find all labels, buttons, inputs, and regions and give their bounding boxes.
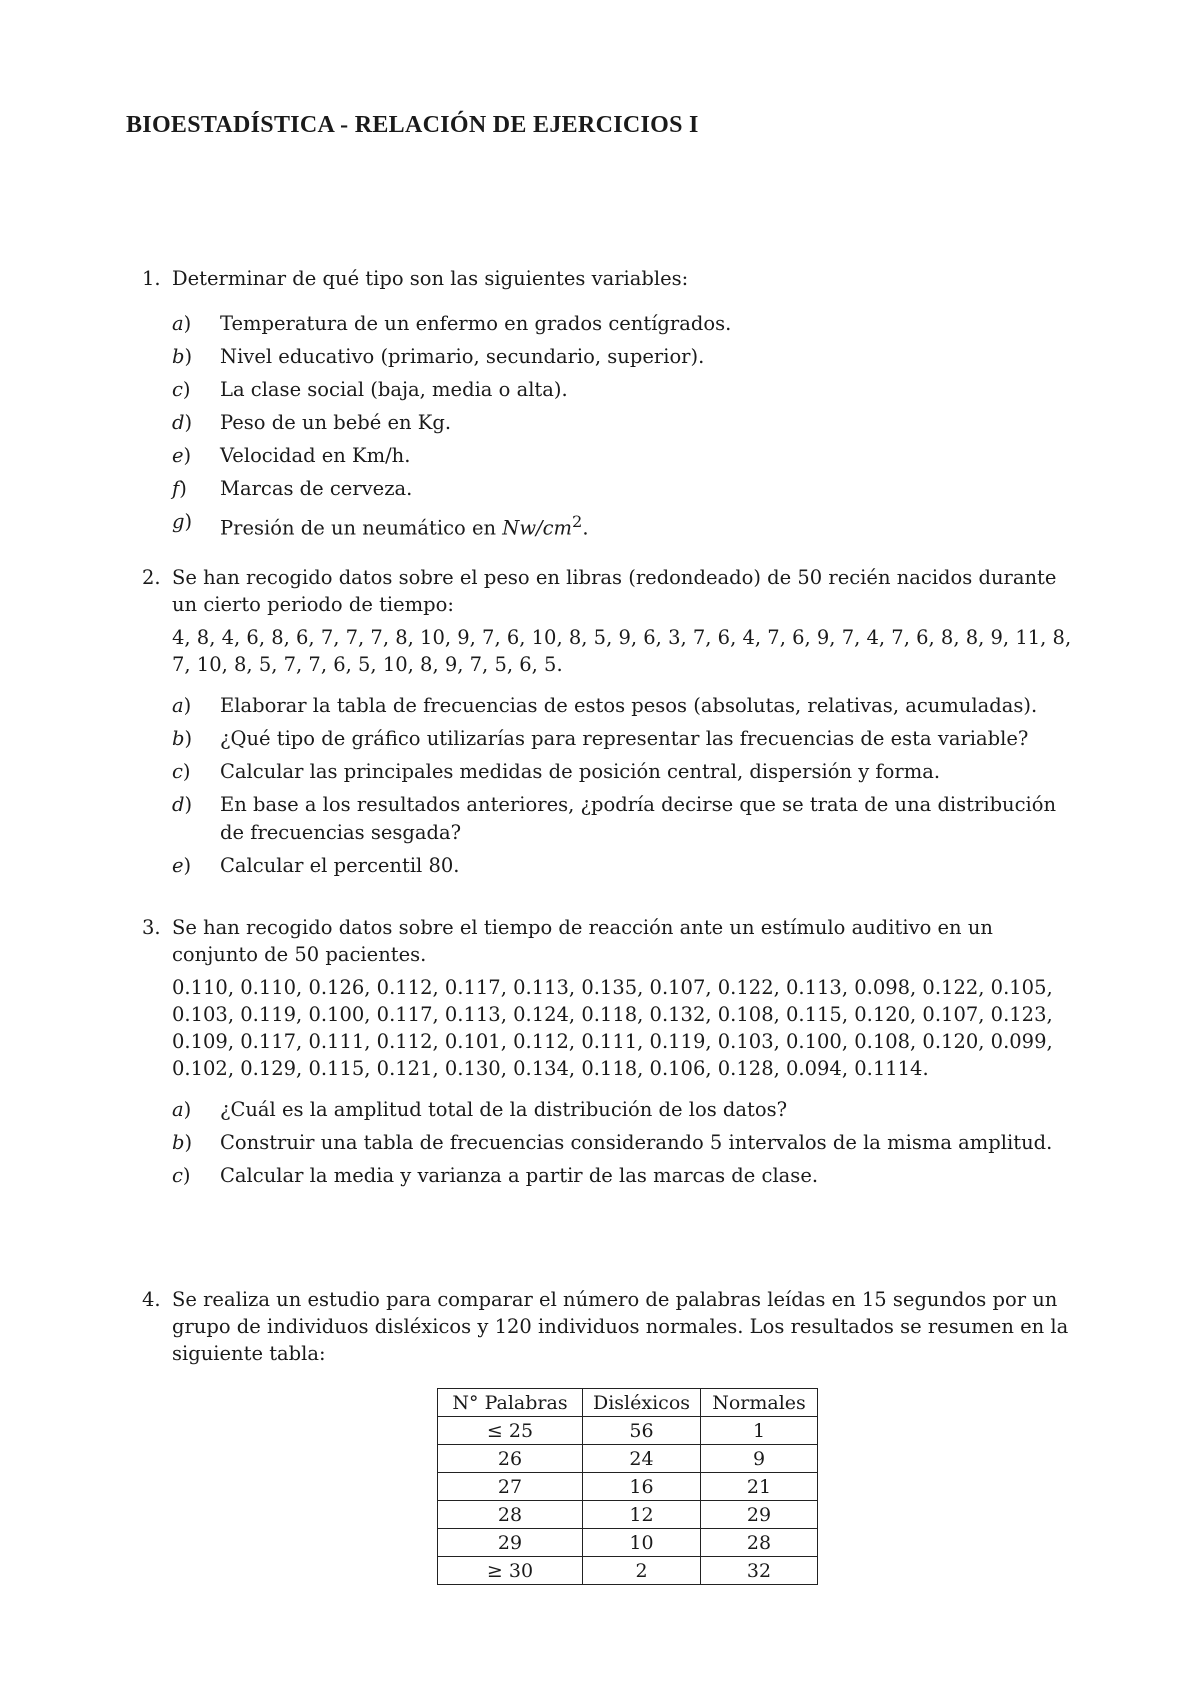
table-cell: 2 <box>583 1557 701 1585</box>
item-letter: a <box>172 1098 184 1121</box>
list-item: a) Temperatura de un enfermo en grados centígrados. <box>172 312 732 335</box>
table-cell: 16 <box>583 1473 701 1501</box>
item-letter: a <box>172 312 184 335</box>
item-text: Calcular las principales medidas de posición central, dispersión y forma. <box>220 760 941 783</box>
item-letter: b <box>172 727 185 750</box>
item-text: ¿Cuál es la amplitud total de la distribución de los datos? <box>220 1098 788 1121</box>
exercise-statement: Se han recogido datos sobre el tiempo de reacción ante un estímulo auditivo en un conjunto de 50 pacientes. <box>172 916 993 966</box>
table-cell: 12 <box>583 1501 701 1529</box>
list-item: a) Elaborar la tabla de frecuencias de estos pesos (absolutas, relativas, acumuladas). <box>172 694 1038 717</box>
table-row <box>438 1445 818 1473</box>
item-letter: c <box>172 1164 183 1187</box>
exercise-number: 4. <box>142 1288 161 1311</box>
exercise-number: 2. <box>142 566 161 589</box>
item-text: Elaborar la tabla de frecuencias de estos pesos (absolutas, relativas, acumuladas). <box>220 694 1038 717</box>
list-item: e) Calcular el percentil 80. <box>172 854 460 877</box>
item-letter: g <box>172 510 185 533</box>
item-letter: f <box>172 477 180 500</box>
table-cell: ≥ 30 <box>438 1557 583 1585</box>
item-letter: b <box>172 1131 185 1154</box>
data-values: 0.110, 0.110, 0.126, 0.112, 0.117, 0.113, 0.135, 0.107, 0.122, 0.113, 0.098, 0.122, 0.105, 0.103, 0.119, 0.100, 0.117, 0.113, 0.124, 0.118, 0.132, 0.108, 0.115, 0.120, 0.107, 0.123, 0.109, 0.117, 0.111, 0.112, 0.101, 0.112, 0.111, 0.119, 0.103, 0.100, 0.108, 0.120, 0.099, 0.102, 0.129, 0.115, 0.121, 0.130, 0.134, 0.118, 0.106, 0.128, 0.094, 0.1114. <box>172 976 1053 1080</box>
list-item: c) Calcular las principales medidas de posición central, dispersión y forma. <box>172 760 941 783</box>
item-text: Temperatura de un enfermo en grados centígrados. <box>220 312 732 335</box>
list-item: c) Calcular la media y varianza a partir de las marcas de clase. <box>172 1164 819 1187</box>
exercise-1 <box>126 265 1076 548</box>
exercise-items <box>172 1096 1076 1190</box>
math-unit: Nw/cm <box>502 516 573 540</box>
item-letter: e <box>172 444 184 467</box>
item-letter: a <box>172 694 184 717</box>
exercise-items <box>172 692 1076 880</box>
table-cell: 29 <box>701 1501 818 1529</box>
exercise-statement: Determinar de qué tipo son las siguientes variables: <box>172 267 689 290</box>
math-exponent: 2 <box>572 512 583 531</box>
table-cell: 26 <box>438 1445 583 1473</box>
exercise-3 <box>126 914 1076 1195</box>
exercise-2 <box>126 564 1076 885</box>
item-text: Nivel educativo (primario, secundario, superior). <box>220 345 705 368</box>
item-text: Velocidad en Km/h. <box>220 444 411 467</box>
table-row <box>438 1557 818 1585</box>
item-letter: d <box>172 793 185 816</box>
item-text: Calcular la media y varianza a partir de las marcas de clase. <box>220 1164 819 1187</box>
table-cell: 1 <box>701 1417 818 1445</box>
table-cell: 29 <box>438 1529 583 1557</box>
item-text: En base a los resultados anteriores, ¿podría decirse que se trata de una distribución de frecuencias sesgada? <box>220 793 1057 844</box>
item-text: Presión de un neumático en <box>220 516 503 540</box>
data-values: 4, 8, 4, 6, 8, 6, 7, 7, 7, 8, 10, 9, 7, 6, 10, 8, 5, 9, 6, 3, 7, 6, 4, 7, 6, 9, 7, 4, 7, 6, 8, 8, 9, 11, 8, 7, 10, 8, 5, 7, 7, 6, 5, 10, 8, 9, 7, 5, 6, 5. <box>172 626 1072 676</box>
exercise-statement: Se han recogido datos sobre el peso en libras (redondeado) de 50 recién nacidos durante un cierto periodo de tiempo: <box>172 566 1057 616</box>
table-row <box>438 1529 818 1557</box>
table-cell: 21 <box>701 1473 818 1501</box>
item-tail: . <box>582 516 589 540</box>
item-text: Peso de un bebé en Kg. <box>220 411 452 434</box>
list-item: d) En base a los resultados anteriores, ¿podría decirse que se trata de una distribución de frecuencias sesgada? <box>172 793 1057 844</box>
list-item: b) ¿Qué tipo de gráfico utilizarías para representar las frecuencias de esta variable? <box>172 727 1029 750</box>
list-item: b) Nivel educativo (primario, secundario, superior). <box>172 345 705 368</box>
list-item: a) ¿Cuál es la amplitud total de la distribución de los datos? <box>172 1098 788 1121</box>
table-cell: 28 <box>438 1501 583 1529</box>
item-letter: b <box>172 345 185 368</box>
column-header: N° Palabras <box>438 1389 583 1417</box>
exercise-number: 1. <box>142 267 161 290</box>
word-count-table <box>437 1388 818 1585</box>
table-cell: 9 <box>701 1445 818 1473</box>
item-text: Marcas de cerveza. <box>220 477 413 500</box>
table-row <box>438 1473 818 1501</box>
item-letter: c <box>172 378 183 401</box>
exercise-items <box>172 310 1076 543</box>
item-text: ¿Qué tipo de gráfico utilizarías para representar las frecuencias de esta variable? <box>220 727 1029 750</box>
column-header: Normales <box>701 1389 818 1417</box>
item-text: La clase social (baja, media o alta). <box>220 378 568 401</box>
table-cell: 28 <box>701 1529 818 1557</box>
item-letter: e <box>172 854 184 877</box>
list-item: f) Marcas de cerveza. <box>172 477 413 500</box>
table-header-row <box>438 1389 818 1417</box>
exercise-statement: Se realiza un estudio para comparar el número de palabras leídas en 15 segundos por un grupo de individuos disléxicos y 120 individuos normales. Los resultados se resumen en la siguiente tabla: <box>172 1288 1069 1365</box>
list-item: e) Velocidad en Km/h. <box>172 444 411 467</box>
item-letter: c <box>172 760 183 783</box>
item-text: Construir una tabla de frecuencias considerando 5 intervalos de la misma amplitud. <box>220 1131 1053 1154</box>
table-cell: 32 <box>701 1557 818 1585</box>
item-letter: d <box>172 411 185 434</box>
item-text: Calcular el percentil 80. <box>220 854 460 877</box>
table-cell: 27 <box>438 1473 583 1501</box>
document-title: BIOESTADÍSTICA - RELACIÓN DE EJERCICIOS I <box>126 112 699 138</box>
exercise-4 <box>126 1286 1076 1367</box>
list-item: c) La clase social (baja, media o alta). <box>172 378 568 401</box>
exercise-number: 3. <box>142 916 161 939</box>
table-row <box>438 1417 818 1445</box>
table-cell: ≤ 25 <box>438 1417 583 1445</box>
table-cell: 56 <box>583 1417 701 1445</box>
table-cell: 10 <box>583 1529 701 1557</box>
list-item: g) Presión de un neumático en $Nw/cm^2$. <box>172 510 589 540</box>
column-header: Disléxicos <box>583 1389 701 1417</box>
list-item: b) Construir una tabla de frecuencias considerando 5 intervalos de la misma amplitud. <box>172 1131 1053 1154</box>
list-item: d) Peso de un bebé en Kg. <box>172 411 452 434</box>
table-row <box>438 1501 818 1529</box>
table-cell: 24 <box>583 1445 701 1473</box>
